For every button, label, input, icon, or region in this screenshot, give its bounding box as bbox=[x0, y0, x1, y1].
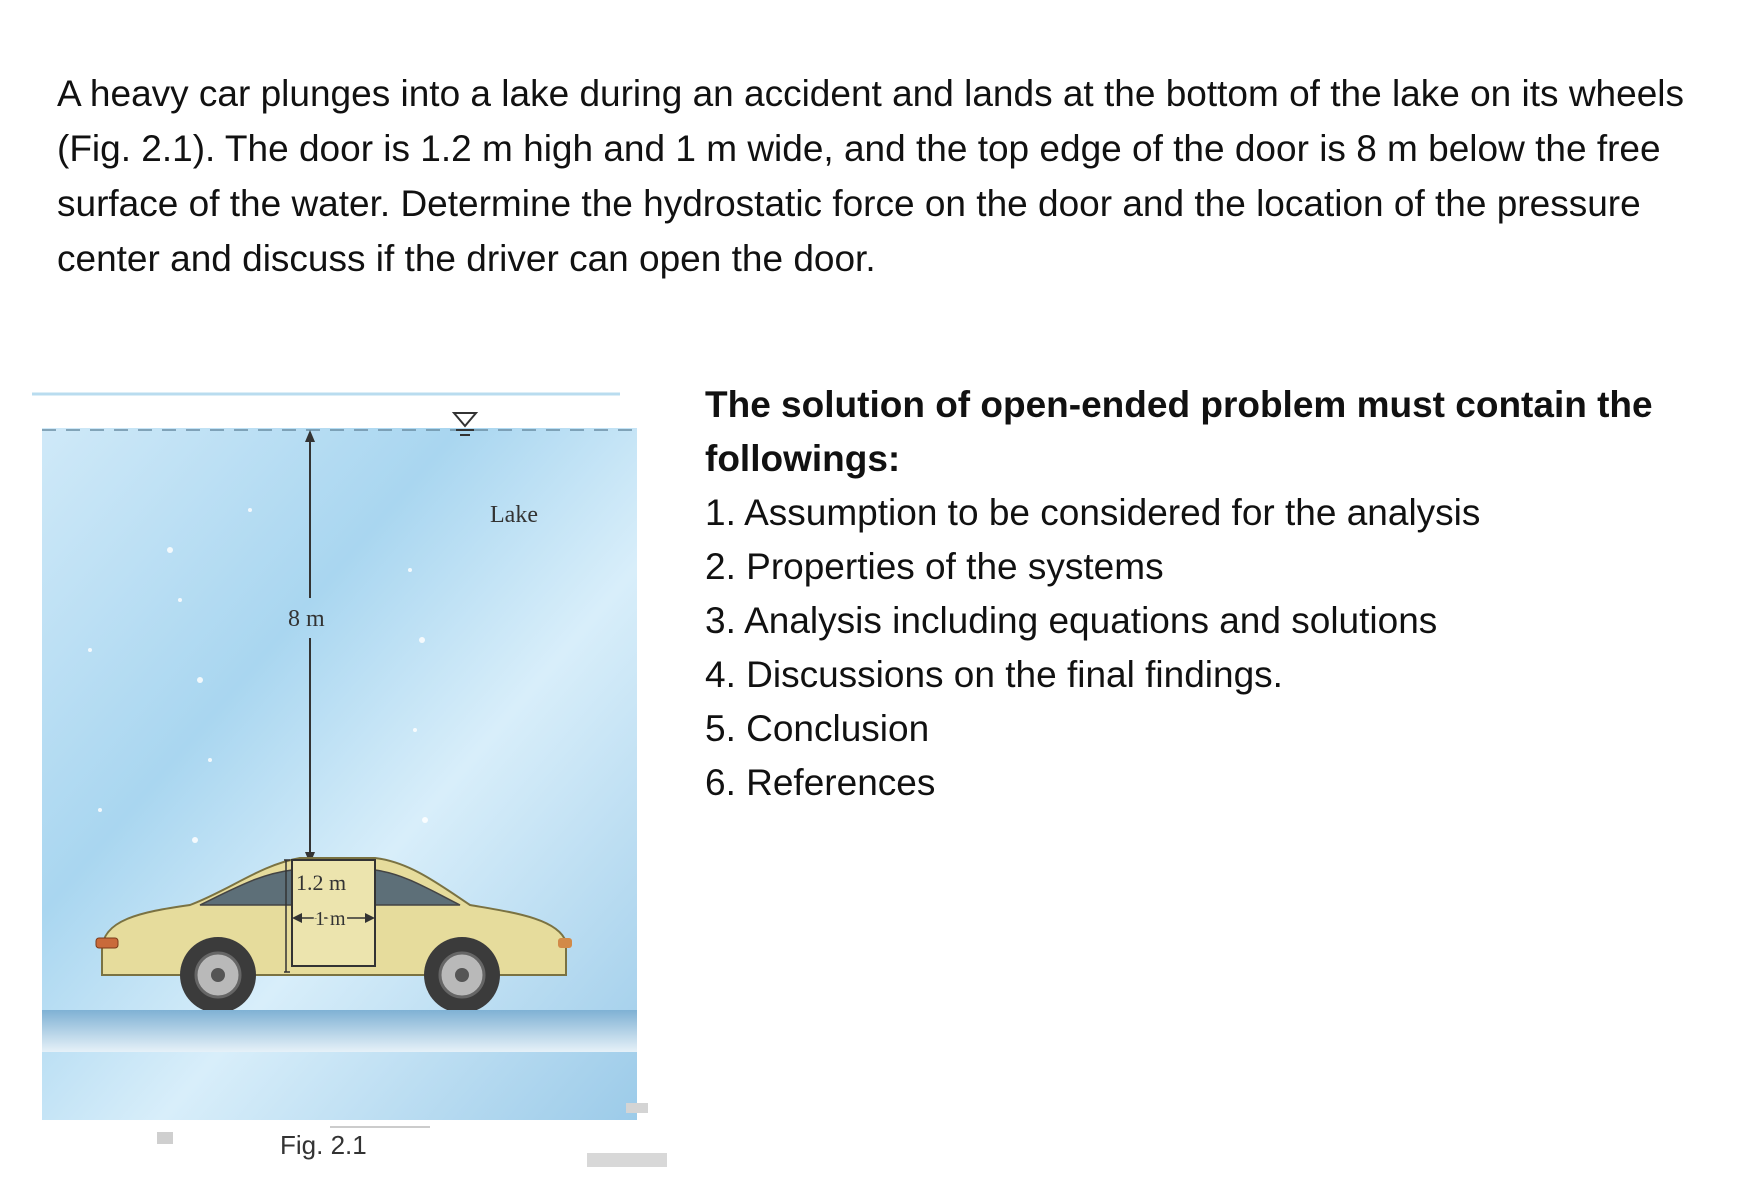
requirements-list bbox=[705, 486, 1705, 810]
requirement-item: 2. Properties of the systems bbox=[705, 546, 1164, 587]
requirements-panel bbox=[705, 378, 1705, 810]
problem-statement: A heavy car plunges into a lake during an accident and lands at the bottom of the lake on its wheels (Fig. 2.1). The door is 1.2 m high and 1 m wide, and the top edge of the door is 8 m below the free surface of the water. Determine the hydrostatic force on the door and the location of the pressure center and discuss if the driver can open the door. bbox=[57, 73, 1684, 279]
lake-label: Lake bbox=[490, 502, 538, 528]
figure-caption: Fig. 2.1 bbox=[280, 1130, 367, 1160]
lake-diagram bbox=[30, 390, 670, 1170]
requirement-item: 4. Discussions on the final findings. bbox=[705, 654, 1283, 695]
lake-bottom bbox=[42, 1010, 637, 1052]
figure-car-in-lake bbox=[30, 390, 670, 1170]
artifact-mark bbox=[626, 1103, 648, 1113]
requirement-item: 1. Assumption to be considered for the analysis bbox=[705, 492, 1481, 533]
requirement-item: 6. References bbox=[705, 762, 936, 803]
door-height-label: 1.2 m bbox=[296, 870, 347, 895]
door-width-label: 1 m bbox=[315, 908, 346, 930]
artifact-mark bbox=[157, 1132, 173, 1144]
depth-label: 8 m bbox=[288, 606, 325, 632]
requirement-item: 5. Conclusion bbox=[705, 708, 930, 749]
requirement-item: 3. Analysis including equations and solutions bbox=[705, 600, 1438, 641]
artifact-mark bbox=[587, 1153, 667, 1167]
requirements-heading: The solution of open-ended problem must contain the followings: bbox=[705, 384, 1653, 479]
